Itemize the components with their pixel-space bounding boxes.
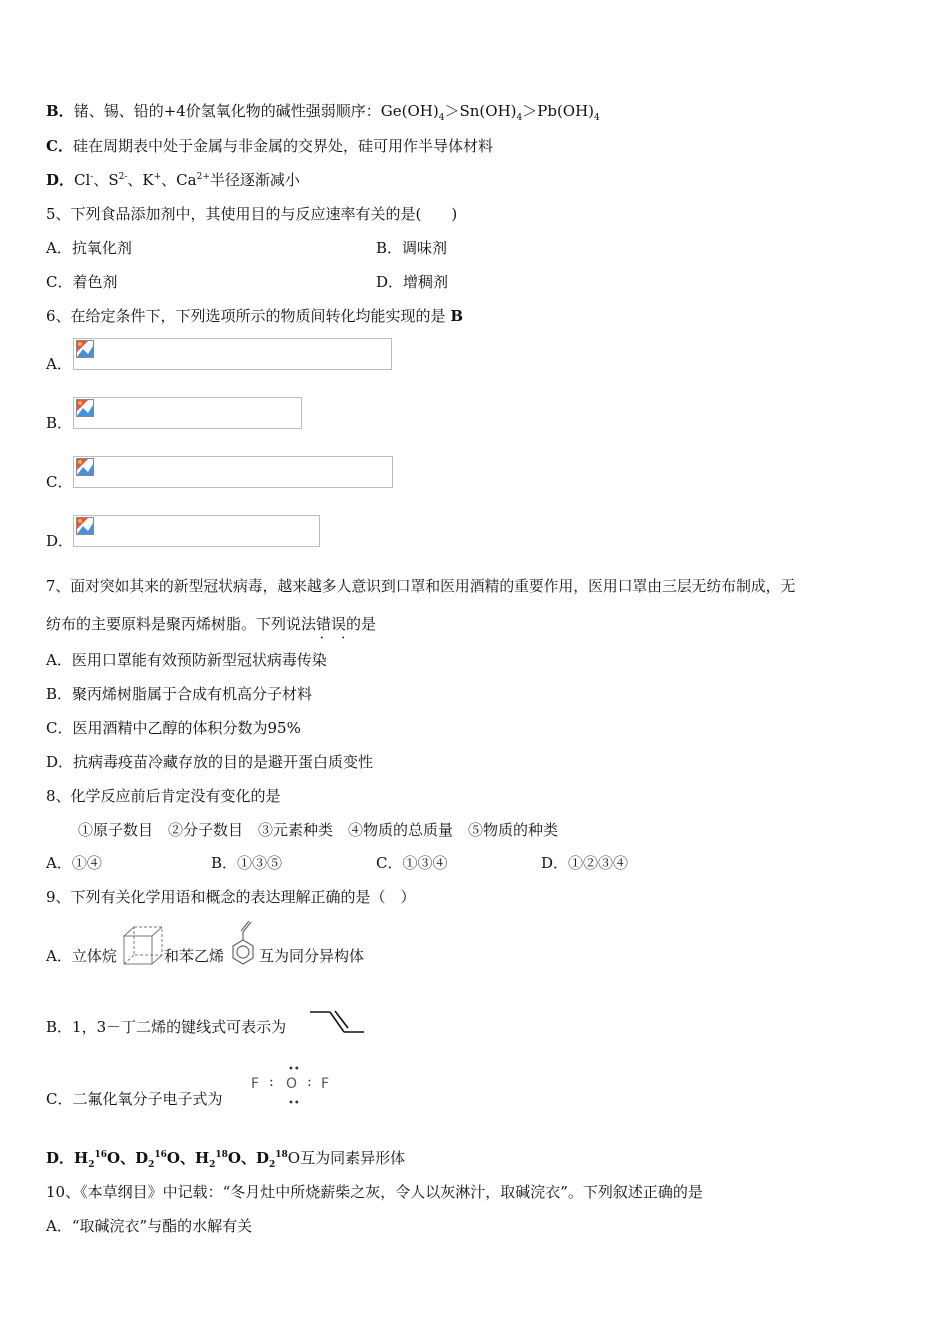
q7-stem-line1: 7、面对突如其来的新型冠状病毒，越来越多人意识到口罩和医用酒精的重要作用，医用口罩由三层无纺布制成，无: [46, 578, 796, 595]
q6-answer: B: [450, 307, 464, 325]
q10-option-a: A．“取碱浣衣”与酯的水解有关: [46, 1217, 253, 1235]
q5-stem: 5、下列食品添加剂中，其使用目的与反应速率有关的是( ): [46, 205, 458, 223]
butadiene-skeletal-formula-icon: [308, 1008, 366, 1036]
q8-option-a: A．①④: [46, 854, 102, 872]
q6-option-d-image: [73, 515, 320, 547]
q5-option-a: A．抗氧化剂: [46, 239, 132, 257]
oxygen-difluoride-electron-formula: F : O •• •• : F: [251, 1064, 330, 1109]
broken-image-icon: [76, 399, 94, 417]
q8-option-b: B．①③⑤: [211, 854, 283, 872]
q9-option-a-part2: 和苯乙烯: [164, 947, 225, 965]
q9-option-a-part3: 互为同分异构体: [259, 947, 365, 965]
emphasized-word: 错误 • •: [316, 614, 346, 634]
styrene-structure-icon: [228, 918, 260, 968]
q9-option-a-part1: A．立体烷: [46, 947, 117, 965]
cubane-structure-icon: [122, 924, 164, 968]
q9-option-c: C．二氟化氧分子电子式为: [46, 1090, 223, 1108]
q6-option-b-image: [73, 397, 302, 429]
q7-option-a: A．医用口罩能有效预防新型冠状病毒传染: [46, 651, 327, 669]
q4-option-c: C．硅在周期表中处于金属与非金属的交界处，硅可用作半导体材料: [46, 137, 493, 155]
q7-option-c: C．医用酒精中乙醇的体积分数为95%: [46, 719, 301, 737]
q6-stem: 6、在给定条件下，下列选项所示的物质间转化均能实现的是 B: [46, 307, 464, 325]
q6-option-b-label: B．: [46, 414, 73, 432]
q5-option-d: D．增稠剂: [376, 273, 449, 291]
q8-option-c: C．①③④: [376, 854, 448, 872]
q4-option-b: B．锗、锡、铅的+4价氢氧化物的碱性强弱顺序：$Ge(OH)_4>Sn(OH)_4>Pb(OH)_4$: [46, 102, 600, 123]
broken-image-icon: [76, 458, 94, 476]
q8-items: ①原子数目 ②分子数目 ③元素种类 ④物质的总质量 ⑤物质的种类: [78, 821, 559, 839]
broken-image-icon: [76, 517, 94, 535]
q4-option-d: D．Cl-、$S^{2-}$、K+、$Ca^{2+}$半径逐渐减小: [46, 171, 300, 189]
q6-option-c-label: C．: [46, 473, 73, 491]
q6-option-a-label: A．: [46, 355, 72, 373]
q8-option-d: D．①②③④: [541, 854, 629, 872]
q9-option-d: D．$H_2^{16}O$、$D_2^{16}O$、$H_2^{18}O$、$D_2^{18}O$互为同素异形体: [46, 1149, 406, 1170]
q6-option-c-image: [73, 456, 393, 488]
q10-stem: 10、《本草纲目》中记载：“冬月灶中所烧薪柴之灰，令人以灰淋汁，取碱浣衣”。下列叙述正确的是: [46, 1183, 703, 1201]
q9-stem: 9、下列有关化学用语和概念的表达理解正确的是（ ）: [46, 888, 416, 906]
q5-option-b: B．调味剂: [376, 239, 448, 257]
q9-option-b: B．1，3－丁二烯的键线式可表示为: [46, 1018, 287, 1036]
q7-option-d: D．抗病毒疫苗冷藏存放的目的是避开蛋白质变性: [46, 753, 374, 771]
q7-stem-line2: 纺布的主要原料是聚丙烯树脂。下列说法错误 • •的是: [46, 614, 376, 634]
q6-option-a-image: [73, 338, 392, 370]
q7-option-b: B．聚丙烯树脂属于合成有机高分子材料: [46, 685, 313, 703]
q5-option-c: C．着色剂: [46, 273, 118, 291]
broken-image-icon: [76, 340, 94, 358]
q6-option-d-label: D．: [46, 532, 74, 550]
q8-stem: 8、化学反应前后肯定没有变化的是: [46, 787, 281, 805]
